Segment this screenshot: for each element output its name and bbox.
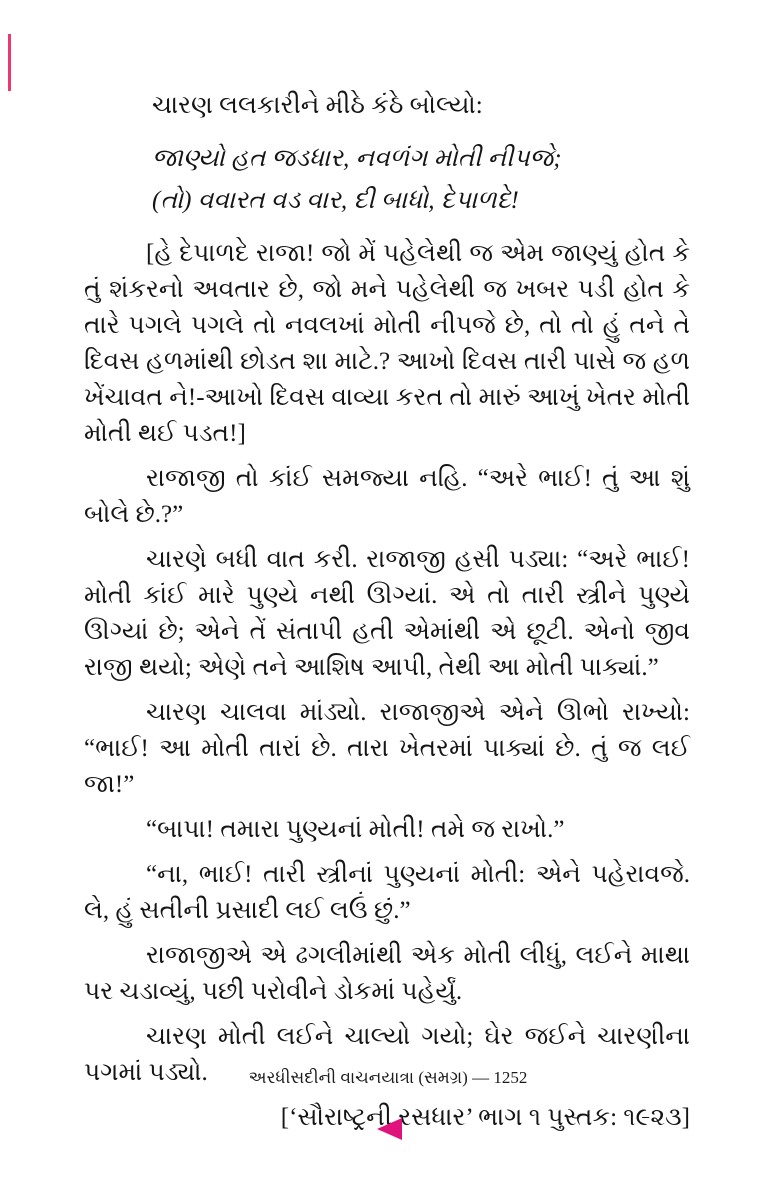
story-paragraph: [હે દેપાળદે રાજા! જો મેં પહેલેથી જ એમ જાણ્યું હોત કે તું શંકરનો અવતાર છે, જો મને પહેલેથી જ ખબર પડી હોત કે તારે પગલે પગલે તો નવલખાં મોતી નીપજે છે, તો તો હું તને તે દિવસ હળમાંથી છોડત શા માટે.? આખો દિવસ તારી પાસે જ હળ ખેંચાવત ને!-આખો દિવસ વાવ્યા કરત તો મારું આખું ખેતર મોતી મોતી થઈ પડત!] [84, 240, 690, 447]
story-paragraph: “ના, ભાઈ! તારી સ્ત્રીનાં પુણ્યનાં મોતી: એને પહેરાવજે. લે, હું સતીની પ્રસાદી લઈ લઉં છું.” [84, 861, 690, 924]
story-paragraph: ચારણ મોતી લઈને ચાલ્યો ગયો; ઘેર જઈને ચારણીના પગમાં પડ્યો. [84, 1023, 690, 1086]
story-paragraph: રાજાજી તો કાંઈ સમજ્યા નહિ. “અરે ભાઈ! તું આ શું બોલે છે.?” [84, 465, 690, 528]
source-attribution: [‘સૌરાષ્ટ્રની રસધાર’ ભાગ ૧ પુસ્તક: ૧૯૨૩] [280, 1104, 690, 1131]
story-paragraph: ચારણે બધી વાત કરી. રાજાજી હસી પડ્યા: “અરે ભાઈ! મોતી કાંઈ મારે પુણ્યે નથી ઊગ્યાં. એ તો તારી સ્ત્રીને પુણ્યે ઊગ્યાં છે; એને તેં સંતાપી હતી એમાંથી એ છૂટી. એનો જીવ રાજી થયો; એણે તને આશિષ આપી, તેથી આ મોતી પાક્યાં.” [84, 546, 690, 681]
verse-line: (તો) વવારત વડ વાર, દી બાધો, દેપાળદે! [152, 187, 519, 214]
footer-book-title: અરધીસદીની વાચનયાત્રા (સમગ્ર) — 1252 [248, 1068, 528, 1087]
verse-couplet [84, 138, 690, 222]
story-paragraph: રાજાજીએ એ ઢગલીમાંથી એક મોતી લીધું, લઈને માથા પર ચડાવ્યું, પછી પરોવીને ડોકમાં પહેર્યું. [84, 942, 690, 1005]
story-heading: ચારણ લલકારીને મીઠે કંઠે બોલ્યો: [152, 92, 483, 119]
page-edge-mark [8, 34, 11, 91]
story-paragraph: “બાપા! તમારા પુણ્યનાં મોતી! તમે જ રાખો.” [146, 816, 565, 843]
nav-back-triangle-icon[interactable] [377, 1118, 402, 1140]
verse-line: જાણ્યો હત જડધાર, નવળંગ મોતી નીપજે; [152, 145, 562, 172]
story-paragraph: ચારણ ચાલવા માંડ્યો. રાજાજીએ એને ઊભો રાખ્યો: “ભાઈ! આ મોતી તારાં છે. તારા ખેતરમાં પાક્યાં છે. તું જ લઈ જા!” [84, 699, 690, 798]
story-text-block [84, 88, 690, 1136]
